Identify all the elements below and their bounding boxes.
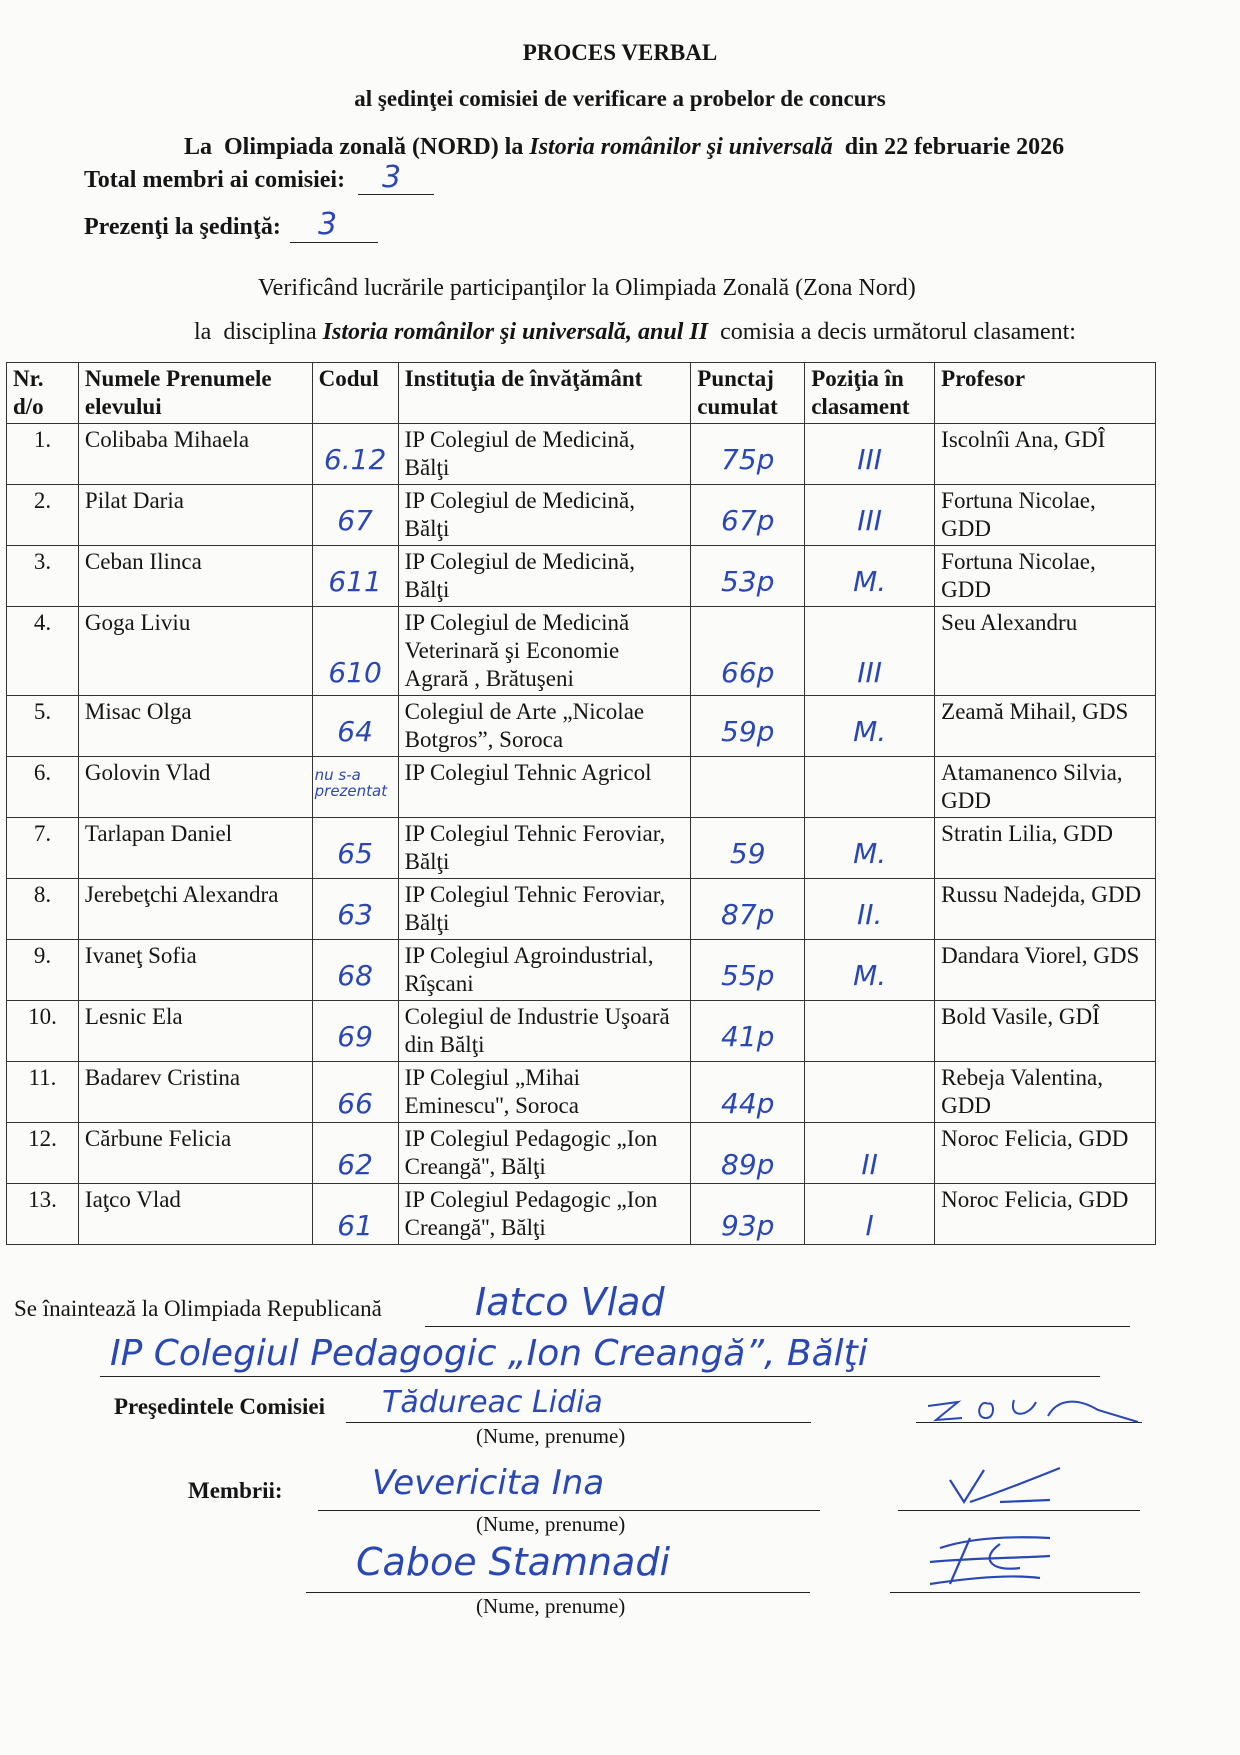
student-name: Ivaneţ Sofia [84, 943, 197, 968]
rank-position-cell [805, 1184, 935, 1245]
score-cell [691, 1062, 805, 1123]
table-row [7, 485, 1156, 546]
student-code: 66 [337, 1087, 373, 1120]
score: 67p [721, 504, 775, 537]
student-code-cell [312, 546, 398, 607]
student-code: 65 [337, 837, 373, 870]
row-nr-cell [7, 1184, 79, 1245]
teacher-cell [935, 546, 1156, 607]
rank-position: M. [853, 715, 887, 748]
student-code: 6.12 [323, 443, 387, 476]
score: 44p [721, 1087, 775, 1120]
row-nr: 12. [28, 1126, 57, 1151]
score: 59 [729, 837, 766, 870]
rank-position-cell [805, 546, 935, 607]
student-name-cell [78, 818, 312, 879]
row-nr: 4. [33, 610, 52, 635]
header-score: Punctaj cumulat [691, 363, 805, 424]
score: 59p [721, 715, 775, 748]
score-cell [691, 1184, 805, 1245]
student-code: 62 [337, 1148, 373, 1181]
teacher: Noroc Felicia, GDD [941, 1126, 1129, 1151]
teacher: Stratin Lilia, GDD [941, 821, 1113, 846]
teacher: Zeamă Mihail, GDS [941, 699, 1129, 724]
institution: IP Colegiul „Mihai Eminescu'', Soroca [404, 1065, 581, 1118]
president-label: Preşedintele Comisiei [114, 1394, 325, 1419]
student-code-cell [312, 485, 398, 546]
student-code: 611 [328, 565, 382, 598]
student-code: 68 [337, 959, 373, 992]
student-name: Ceban Ilinca [84, 549, 202, 574]
student-name-cell [78, 546, 312, 607]
members-label: Membrii: [188, 1478, 283, 1503]
row-nr: 13. [28, 1187, 57, 1212]
advance-institution: IP Colegiul Pedagogic „Ion Creangă”, Bălţi [110, 1333, 868, 1374]
teacher: Iscolnîi Ana, GDÎ [941, 427, 1106, 452]
header-nr: Nr. d/o [7, 363, 79, 424]
teacher-cell [935, 424, 1156, 485]
score-cell [691, 607, 805, 696]
table-row [7, 818, 1156, 879]
row-nr-cell [7, 818, 79, 879]
student-name: Cărbune Felicia [84, 1126, 232, 1151]
rank-position-cell [805, 879, 935, 940]
row-nr: 8. [33, 882, 52, 907]
score-cell [691, 424, 805, 485]
institution: IP Colegiul Pedagogic „Ion Creangă'', Bălţi [404, 1187, 658, 1240]
student-name-cell [78, 485, 312, 546]
student-name-cell [78, 757, 312, 818]
president-name: Tădureac Lidia [382, 1385, 603, 1420]
header-institution: Instituţia de învăţământ [398, 363, 691, 424]
doc-subtitle: al şedinţei comisiei de verificare a probelor de concurs [354, 86, 886, 111]
doc-event-line [184, 134, 1064, 161]
student-name: Pilat Daria [84, 488, 184, 513]
row-nr: 1. [33, 427, 52, 452]
header-teacher: Profesor [935, 363, 1156, 424]
score-cell [691, 696, 805, 757]
student-name-cell [78, 1123, 312, 1184]
institution-cell [398, 1184, 691, 1245]
row-nr-cell [7, 607, 79, 696]
rank-position-cell [805, 424, 935, 485]
student-name-cell [78, 607, 312, 696]
institution: IP Colegiul Tehnic Feroviar, Bălţi [404, 882, 666, 935]
score: 89p [721, 1148, 775, 1181]
teacher-cell [935, 1184, 1156, 1245]
row-nr: 9. [33, 943, 52, 968]
score-cell [691, 485, 805, 546]
student-code-cell [312, 1062, 398, 1123]
score: 87p [721, 898, 775, 931]
table-row [7, 696, 1156, 757]
student-name: Lesnic Ela [84, 1004, 183, 1029]
institution: IP Colegiul Pedagogic „Ion Creangă'', Bălţi [404, 1126, 658, 1179]
teacher-cell [935, 696, 1156, 757]
score-cell [691, 546, 805, 607]
member-1-signature-icon [940, 1462, 1090, 1514]
member-2-name: Caboe Stamnadi [356, 1540, 671, 1584]
row-nr-cell [7, 546, 79, 607]
institution-cell [398, 1123, 691, 1184]
row-nr-cell [7, 879, 79, 940]
table-row [7, 546, 1156, 607]
institution: Colegiul de Arte „Nicolae Botgros”, Soroca [404, 699, 645, 752]
table-header-row [7, 363, 1156, 424]
teacher-cell [935, 940, 1156, 1001]
institution-cell [398, 546, 691, 607]
row-nr-cell [7, 940, 79, 1001]
student-name: Golovin Vlad [84, 760, 211, 785]
score: 55p [721, 959, 775, 992]
row-nr: 3. [33, 549, 52, 574]
row-nr: 10. [28, 1004, 57, 1029]
student-code-cell [312, 607, 398, 696]
student-code: 63 [337, 898, 373, 931]
student-code: 69 [337, 1020, 373, 1053]
student-code-cell [312, 940, 398, 1001]
student-name-cell [78, 1001, 312, 1062]
student-code-cell [312, 1001, 398, 1062]
institution-cell [398, 879, 691, 940]
rank-position: III [857, 443, 883, 476]
teacher: Russu Nadejda, GDD [941, 882, 1142, 907]
teacher: Seu Alexandru [941, 610, 1078, 635]
row-nr-cell [7, 1062, 79, 1123]
table-row [7, 1001, 1156, 1062]
teacher-cell [935, 485, 1156, 546]
score: 93p [721, 1209, 775, 1242]
header-code: Codul [312, 363, 398, 424]
table-row [7, 879, 1156, 940]
teacher-cell [935, 757, 1156, 818]
teacher: Fortuna Nicolae, GDD [941, 549, 1096, 602]
teacher: Dandara Viorel, GDS [941, 943, 1140, 968]
student-name-cell [78, 696, 312, 757]
rank-position-cell [805, 940, 935, 1001]
rank-position: M. [853, 837, 887, 870]
rank-position: II [861, 1148, 878, 1181]
table-row [7, 1062, 1156, 1123]
intro-line-1: Verificând lucrările participanţilor la Olimpiada Zonală (Zona Nord) [258, 275, 916, 301]
table-row [7, 940, 1156, 1001]
rank-position: II. [856, 898, 883, 931]
member-1-name: Vevericita Ina [372, 1463, 605, 1503]
rank-position: M. [853, 959, 887, 992]
score-cell [691, 818, 805, 879]
rank-position-cell [805, 1001, 935, 1062]
student-name-cell [78, 879, 312, 940]
rank-position: M. [853, 565, 887, 598]
rank-position-cell [805, 1123, 935, 1184]
institution: IP Colegiul de Medicină Veterinară şi Economie Agrară , Brătuşeni [404, 610, 630, 691]
student-name-cell [78, 1062, 312, 1123]
student-code: 610 [328, 656, 382, 689]
results-table [6, 362, 1156, 1245]
rank-position: III [857, 504, 883, 537]
institution-cell [398, 485, 691, 546]
student-name: Iaţco Vlad [84, 1187, 181, 1212]
score: 66p [721, 656, 775, 689]
header-position: Poziţia în clasament [805, 363, 935, 424]
institution-cell [398, 940, 691, 1001]
advance-label: Se înaintează la Olimpiada Republicană [14, 1296, 382, 1321]
student-code: 67 [337, 504, 373, 537]
student-code-cell [312, 1123, 398, 1184]
table-row [7, 607, 1156, 696]
intro-subject: Istoria românilor şi universală, anul II [322, 319, 709, 345]
student-name: Jerebeţchi Alexandra [84, 882, 279, 907]
teacher-cell [935, 607, 1156, 696]
teacher-cell [935, 1123, 1156, 1184]
student-code-cell [312, 1184, 398, 1245]
institution-cell [398, 607, 691, 696]
student-code-cell [312, 757, 398, 818]
president-caption: (Nume, prenume) [476, 1424, 626, 1448]
row-nr-cell [7, 485, 79, 546]
institution-cell [398, 1062, 691, 1123]
student-code-cell [312, 818, 398, 879]
rank-position-cell [805, 485, 935, 546]
table-row [7, 424, 1156, 485]
event-prefix: La Olimpiada zonală (NORD) la [184, 134, 530, 160]
row-nr-cell [7, 424, 79, 485]
score: 53p [721, 565, 775, 598]
institution: IP Colegiul Tehnic Feroviar, Bălţi [404, 821, 666, 874]
student-name: Goga Liviu [84, 610, 191, 635]
student-name-cell [78, 1184, 312, 1245]
score-cell [691, 757, 805, 818]
student-code: nu s-a prezentat [314, 766, 388, 800]
institution: IP Colegiul de Medicină, Bălţi [404, 488, 635, 541]
row-nr-cell [7, 1123, 79, 1184]
rank-position-cell [805, 696, 935, 757]
president-signature-icon [918, 1388, 1148, 1428]
member-1-caption: (Nume, prenume) [476, 1512, 626, 1536]
row-nr: 2. [33, 488, 52, 513]
total-members-value: 3 [382, 160, 402, 195]
intro-suffix: comisia a decis următorul clasament: [708, 319, 1076, 345]
teacher-cell [935, 818, 1156, 879]
score-cell [691, 1123, 805, 1184]
teacher: Bold Vasile, GDÎ [941, 1004, 1100, 1029]
row-nr-cell [7, 696, 79, 757]
score: 75p [721, 443, 775, 476]
student-code: 61 [337, 1209, 373, 1242]
student-code-cell [312, 424, 398, 485]
student-name: Misac Olga [84, 699, 192, 724]
table-row [7, 1184, 1156, 1245]
intro-line-2 [194, 319, 1076, 346]
institution: IP Colegiul Agroindustrial, Rîşcani [404, 943, 654, 996]
institution-cell [398, 424, 691, 485]
member-2-caption: (Nume, prenume) [476, 1594, 626, 1618]
institution: Colegiul de Industrie Uşoară din Bălţi [404, 1004, 670, 1057]
student-name-cell [78, 940, 312, 1001]
institution: IP Colegiul Tehnic Agricol [404, 760, 652, 785]
header-name: Numele Prenumele elevului [78, 363, 312, 424]
rank-position-cell [805, 607, 935, 696]
teacher-cell [935, 1062, 1156, 1123]
event-subject: Istoria românilor şi universală [529, 134, 833, 160]
rank-position-cell [805, 818, 935, 879]
teacher: Noroc Felicia, GDD [941, 1187, 1129, 1212]
student-code-cell [312, 879, 398, 940]
teacher: Atamanenco Silvia, GDD [941, 760, 1123, 813]
institution-cell [398, 818, 691, 879]
institution: IP Colegiul de Medicină, Bălţi [404, 549, 635, 602]
institution-cell [398, 757, 691, 818]
student-name: Colibaba Mihaela [84, 427, 250, 452]
teacher: Rebeja Valentina, GDD [941, 1065, 1103, 1118]
score: 41p [721, 1020, 775, 1053]
rank-position-cell [805, 757, 935, 818]
teacher: Fortuna Nicolae, GDD [941, 488, 1096, 541]
table-row [7, 757, 1156, 818]
rank-position: III [857, 656, 883, 689]
score-cell [691, 940, 805, 1001]
rank-position-cell [805, 1062, 935, 1123]
institution: IP Colegiul de Medicină, Bălţi [404, 427, 635, 480]
teacher-cell [935, 1001, 1156, 1062]
intro-prefix: la disciplina [194, 319, 323, 345]
row-nr: 7. [33, 821, 52, 846]
present-members-value: 3 [318, 207, 338, 242]
row-nr: 6. [33, 760, 52, 785]
teacher-cell [935, 879, 1156, 940]
total-members-label: Total membri ai comisiei: [84, 167, 346, 193]
row-nr: 11. [28, 1065, 57, 1090]
doc-title: PROCES VERBAL [522, 40, 718, 65]
event-date: din 22 februarie 2026 [832, 134, 1065, 160]
institution-cell [398, 1001, 691, 1062]
student-name: Tarlapan Daniel [84, 821, 233, 846]
institution-cell [398, 696, 691, 757]
student-name: Badarev Cristina [84, 1065, 241, 1090]
rank-position: I [865, 1209, 874, 1242]
student-code: 64 [337, 715, 373, 748]
score-cell [691, 879, 805, 940]
student-code-cell [312, 696, 398, 757]
score-cell [691, 1001, 805, 1062]
row-nr-cell [7, 1001, 79, 1062]
row-nr: 5. [33, 699, 52, 724]
row-nr-cell [7, 757, 79, 818]
present-members-label: Prezenţi la şedinţă: [84, 214, 281, 240]
table-row [7, 1123, 1156, 1184]
member-2-signature-icon [910, 1528, 1070, 1594]
student-name-cell [78, 424, 312, 485]
advance-name: Iatco Vlad [475, 1280, 665, 1324]
